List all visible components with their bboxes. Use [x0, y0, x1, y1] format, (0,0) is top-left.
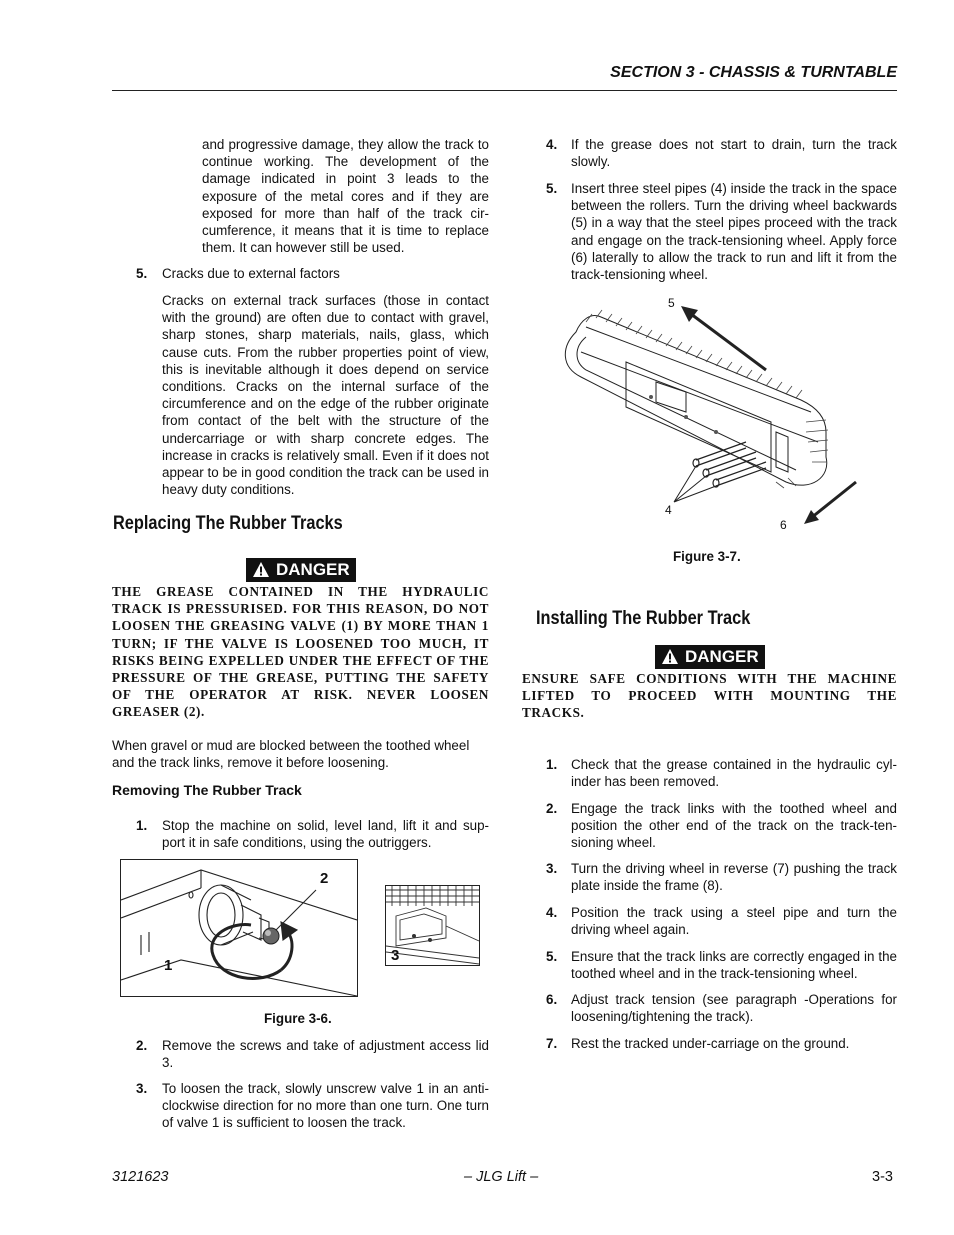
step-number: 2.: [136, 1038, 148, 1053]
footer-doc-number: 3121623: [112, 1169, 169, 1185]
install-step-number: 2.: [546, 801, 558, 816]
heading-installing-track: Installing The Rubber Track: [536, 608, 751, 629]
danger-text-right: ENSURE SAFE CONDITIONS WITH THE MACHINE LIFTED TO PROCEED WITH MOUNTING THE TRACKS.: [522, 671, 897, 721]
install-step-number: 3.: [546, 861, 558, 876]
step-text: To loosen the track, slowly unscrew valve 1 in an anti-clockwise direction for no more than one turn. One turn of valve 1 is sufficient to loosen the track.: [162, 1081, 489, 1131]
item-5-number: 5.: [136, 266, 148, 281]
access-lid-drawing: [386, 886, 479, 965]
callout-4: 4: [665, 503, 672, 517]
install-step-text: Check that the grease contained in the hydraulic cyl-inder has been removed.: [571, 757, 897, 790]
item-5-text: Cracks on external track surfaces (those in contact with the ground) are often due to contact with gravel, sharp stones, sharp materials, nails, glass, which cause cuts. From the rubber properties point of view, this is inevitable although it does depend on service conditions. Cracks on the internal surface of the circumference and on the edge of the rubber originate from contact of the belt with the structure of the undercarriage or with sharp concrete edges. The increase in cracks is relatively small. Even if it does not appear to be in good condition the track can be used in heavy duty conditions.: [162, 293, 489, 498]
install-step-text: Turn the driving wheel in reverse (7) pushing the track plate inside the frame (8).: [571, 861, 897, 894]
danger-badge-right: [655, 645, 765, 669]
callout-3: 3: [391, 947, 400, 964]
install-step-number: 5.: [546, 949, 558, 964]
item-5-title: Cracks due to external factors: [162, 266, 340, 281]
figure-3-7-caption: Figure 3-7.: [673, 549, 741, 564]
danger-badge-left: [246, 558, 356, 582]
install-step-number: 1.: [546, 757, 558, 772]
section-header: SECTION 3 - CHASSIS & TURNTABLE: [610, 64, 897, 81]
install-step-text: Adjust track tension (see paragraph -Operations for loosening/tightening the track).: [571, 992, 897, 1025]
install-step-text: Engage the track links with the toothed wheel and position the other end of the track on the track-ten-sioning wheel.: [571, 801, 897, 851]
warning-icon: [252, 561, 270, 578]
install-step-text: Position the track using a steel pipe and turn the driving wheel again.: [571, 905, 897, 938]
heading-replacing-tracks: Replacing The Rubber Tracks: [113, 513, 343, 534]
danger-label: DANGER: [276, 560, 350, 579]
header-rule: [112, 90, 897, 91]
gravel-note: When gravel or mud are blocked between the toothed wheel and the track links, remove it before loosening.: [112, 738, 470, 771]
step-text: If the grease does not start to drain, turn the track slowly.: [571, 137, 897, 170]
install-step-text: Ensure that the track links are correctly engaged in the toothed wheel and in the track-tensioning wheel.: [571, 949, 897, 982]
callout-6: 6: [780, 518, 787, 532]
callout-1: 1: [164, 957, 173, 974]
continued-paragraph: and progressive damage, they allow the track to continue working. The development of the damage indicated in point 3 leads to the exposure of the metal cores and if they are exposed for more than half of the track cir-cumference, it means that it is time to replace them. It can however still be used.: [202, 137, 489, 256]
track-drawing: [556, 292, 876, 532]
callout-2: 2: [320, 870, 329, 887]
subheading-removing: Removing The Rubber Track: [112, 782, 302, 798]
warning-icon: [661, 648, 679, 665]
step-number: 3.: [136, 1081, 148, 1096]
install-step-number: 4.: [546, 905, 558, 920]
callout-5: 5: [668, 296, 675, 310]
danger-text-left: THE GREASE CONTAINED IN THE HYDRAULIC TRACK IS PRESSURISED. FOR THIS REASON, DO NOT LOOSEN THE GREASING VALVE (1) BY MORE THAN 1 TURN; IF THE VALVE IS LOOSENED TOO MUCH, IT RISKS BEING EXPELLED UNDER THE EFFECT OF THE PRESSURE OF THE GREASE, PUTTING THE SAFETY OF THE OPERATOR AT RISK. NEVER LOOSEN GREASER (2).: [112, 584, 489, 720]
footer-page-number: 3-3: [872, 1169, 893, 1185]
step-text: Stop the machine on solid, level land, lift it and sup-port it in safe conditions, using the outriggers.: [162, 818, 489, 851]
step-number: 1.: [136, 818, 148, 833]
install-step-text: Rest the tracked under-carriage on the ground.: [571, 1036, 850, 1051]
step-text: Remove the screws and take of adjustment access lid 3.: [162, 1038, 489, 1071]
step-text: Insert three steel pipes (4) inside the track in the space between the rollers. Turn the driving wheel backwards (5) in a way that the steel pipes proceed with the track and engage on the track-tensioning wheel. Apply force (6) laterally to allow the track to run and lift it from the track-tensioning wheel.: [571, 181, 897, 283]
footer-center: – JLG Lift –: [464, 1169, 539, 1185]
figure-3-7-track-illustration: [556, 292, 876, 532]
step-number: 5.: [546, 181, 558, 196]
figure-3-6-caption: Figure 3-6.: [264, 1011, 332, 1026]
danger-label: DANGER: [685, 647, 759, 666]
install-step-number: 6.: [546, 992, 558, 1007]
install-step-number: 7.: [546, 1036, 558, 1051]
step-number: 4.: [546, 137, 558, 152]
